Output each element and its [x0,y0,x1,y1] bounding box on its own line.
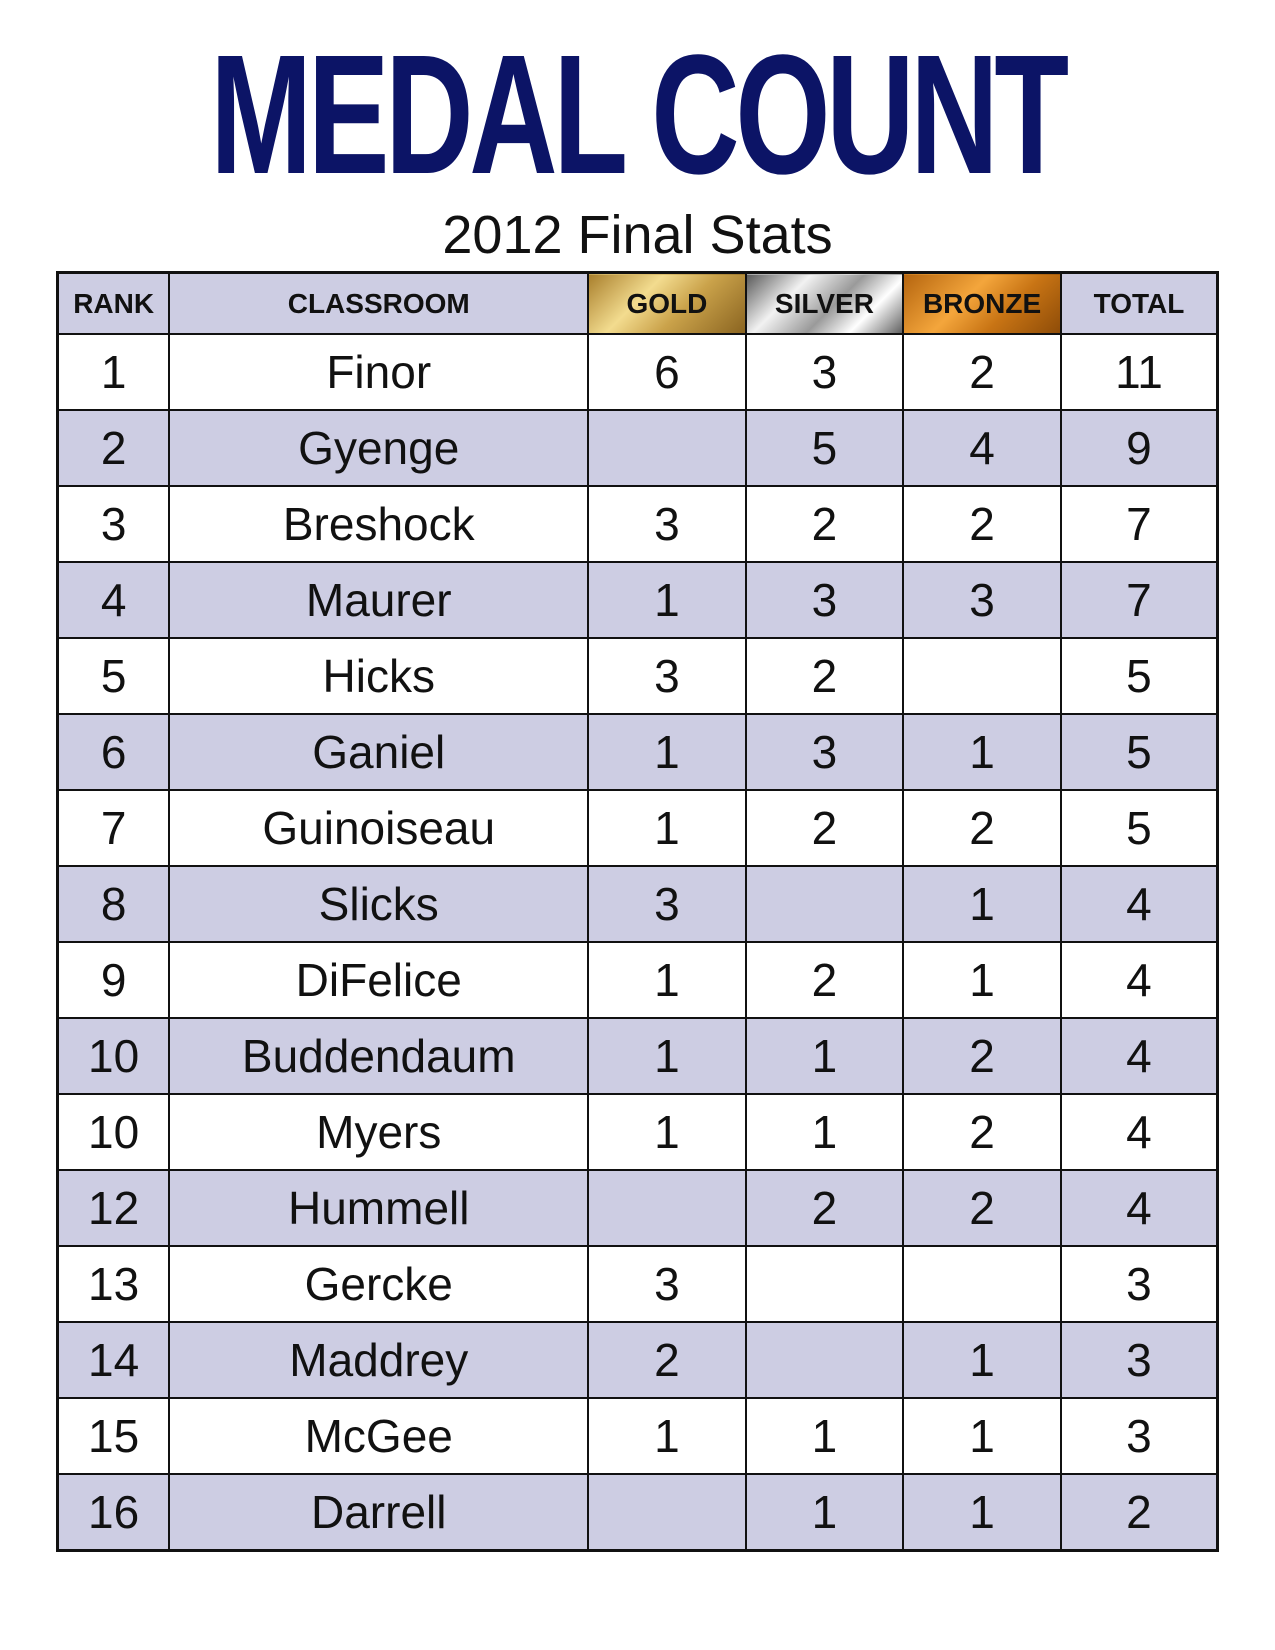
cell-gold [588,1474,745,1551]
cell-classroom: Hummell [169,1170,588,1246]
cell-classroom: Myers [169,1094,588,1170]
cell-classroom: Hicks [169,638,588,714]
table-row [58,1474,1218,1551]
cell-rank: 10 [58,1094,170,1170]
header-row [58,273,1218,335]
table-row [58,1322,1218,1398]
cell-total: 11 [1061,334,1218,410]
cell-classroom: Maurer [169,562,588,638]
cell-silver: 3 [746,714,904,790]
cell-total: 3 [1061,1322,1218,1398]
header-bronze: BRONZE [903,273,1061,335]
cell-classroom: Ganiel [169,714,588,790]
cell-classroom: Darrell [169,1474,588,1551]
cell-bronze: 2 [903,1094,1061,1170]
cell-total: 5 [1061,638,1218,714]
table-row [58,942,1218,1018]
cell-silver: 2 [746,790,904,866]
page-title: MEDAL COUNT [210,20,1065,210]
cell-bronze: 1 [903,1474,1061,1551]
cell-silver [746,1322,904,1398]
cell-gold: 3 [588,866,745,942]
cell-silver: 1 [746,1094,904,1170]
table-row [58,1018,1218,1094]
cell-silver: 1 [746,1398,904,1474]
cell-gold: 2 [588,1322,745,1398]
cell-rank: 4 [58,562,170,638]
table-row [58,1094,1218,1170]
cell-rank: 10 [58,1018,170,1094]
cell-bronze: 2 [903,1018,1061,1094]
cell-gold [588,1170,745,1246]
cell-total: 5 [1061,714,1218,790]
cell-rank: 8 [58,866,170,942]
cell-bronze: 4 [903,410,1061,486]
cell-classroom: Guinoiseau [169,790,588,866]
cell-classroom: Finor [169,334,588,410]
cell-classroom: McGee [169,1398,588,1474]
cell-rank: 12 [58,1170,170,1246]
cell-rank: 3 [58,486,170,562]
table-row [58,1246,1218,1322]
cell-gold: 1 [588,942,745,1018]
cell-total: 4 [1061,1170,1218,1246]
cell-classroom: DiFelice [169,942,588,1018]
cell-gold: 1 [588,714,745,790]
cell-rank: 1 [58,334,170,410]
table-row [58,790,1218,866]
cell-total: 3 [1061,1398,1218,1474]
cell-total: 4 [1061,1018,1218,1094]
cell-classroom: Gercke [169,1246,588,1322]
cell-classroom: Buddendaum [169,1018,588,1094]
cell-total: 4 [1061,1094,1218,1170]
cell-rank: 6 [58,714,170,790]
cell-bronze: 2 [903,486,1061,562]
cell-bronze: 1 [903,1322,1061,1398]
cell-rank: 15 [58,1398,170,1474]
cell-total: 3 [1061,1246,1218,1322]
cell-rank: 16 [58,1474,170,1551]
table-row [58,1398,1218,1474]
medal-table [56,271,1219,1552]
cell-classroom: Gyenge [169,410,588,486]
cell-bronze: 2 [903,1170,1061,1246]
cell-silver: 2 [746,942,904,1018]
cell-rank: 13 [58,1246,170,1322]
table-row [58,1170,1218,1246]
cell-total: 5 [1061,790,1218,866]
cell-silver: 2 [746,486,904,562]
cell-gold: 1 [588,1398,745,1474]
cell-gold [588,410,745,486]
cell-bronze: 1 [903,1398,1061,1474]
cell-gold: 3 [588,486,745,562]
cell-rank: 2 [58,410,170,486]
cell-silver [746,866,904,942]
cell-gold: 3 [588,638,745,714]
cell-gold: 6 [588,334,745,410]
table-row [58,714,1218,790]
header-classroom: CLASSROOM [169,273,588,335]
cell-total: 4 [1061,866,1218,942]
cell-total: 9 [1061,410,1218,486]
cell-bronze: 1 [903,866,1061,942]
cell-silver: 1 [746,1474,904,1551]
cell-gold: 3 [588,1246,745,1322]
cell-bronze: 1 [903,942,1061,1018]
cell-gold: 1 [588,562,745,638]
cell-total: 7 [1061,486,1218,562]
cell-silver: 2 [746,638,904,714]
header-silver: SILVER [746,273,904,335]
header-gold: GOLD [588,273,745,335]
cell-rank: 5 [58,638,170,714]
cell-total: 7 [1061,562,1218,638]
page-subtitle: 2012 Final Stats [442,205,833,265]
cell-rank: 14 [58,1322,170,1398]
cell-gold: 1 [588,790,745,866]
cell-rank: 9 [58,942,170,1018]
cell-silver: 5 [746,410,904,486]
cell-classroom: Breshock [169,486,588,562]
cell-gold: 1 [588,1094,745,1170]
table-row [58,562,1218,638]
cell-bronze: 1 [903,714,1061,790]
cell-bronze [903,638,1061,714]
cell-silver: 2 [746,1170,904,1246]
table-row [58,334,1218,410]
cell-total: 2 [1061,1474,1218,1551]
table-row [58,410,1218,486]
cell-classroom: Maddrey [169,1322,588,1398]
cell-silver: 1 [746,1018,904,1094]
cell-gold: 1 [588,1018,745,1094]
cell-silver: 3 [746,562,904,638]
cell-classroom: Slicks [169,866,588,942]
header-total: TOTAL [1061,273,1218,335]
header-rank: RANK [58,273,170,335]
cell-bronze [903,1246,1061,1322]
table-row [58,638,1218,714]
cell-bronze: 2 [903,790,1061,866]
cell-total: 4 [1061,942,1218,1018]
table-row [58,866,1218,942]
table-row [58,486,1218,562]
cell-silver [746,1246,904,1322]
cell-bronze: 2 [903,334,1061,410]
cell-bronze: 3 [903,562,1061,638]
cell-rank: 7 [58,790,170,866]
cell-silver: 3 [746,334,904,410]
